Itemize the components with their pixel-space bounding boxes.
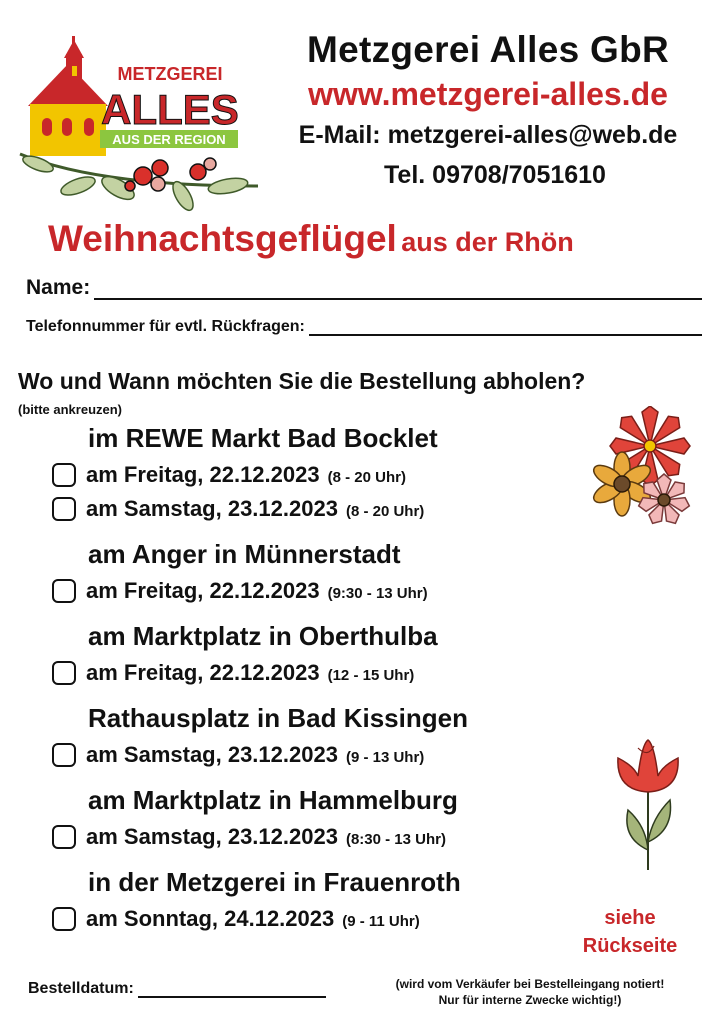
svg-text:METZGEREI: METZGEREI: [117, 64, 223, 84]
pickup-option: [52, 492, 572, 526]
option-time: (8:30 - 13 Uhr): [345, 830, 446, 848]
checkbox[interactable]: [52, 907, 76, 931]
name-field-row: [26, 276, 702, 300]
checkbox[interactable]: [52, 579, 76, 603]
pickup-question: Wo und Wann möchten Sie die Bestellung abholen?: [18, 368, 586, 394]
page-title: [48, 218, 574, 260]
location-name: am Marktplatz in Oberthulba: [88, 621, 438, 651]
option-time: (8 - 20 Uhr): [345, 502, 425, 520]
pickup-locations: [52, 418, 572, 944]
phone-label: Telefonnummer für evtl. Rückfragen:: [26, 318, 305, 335]
tulip-icon: [608, 738, 688, 874]
pickup-option: [52, 656, 572, 690]
location-oberthulba: [52, 616, 572, 690]
option-time: (9 - 13 Uhr): [345, 748, 425, 766]
option-date: am Samstag, 23.12.2023: [86, 824, 338, 849]
note-line2: Nur für interne Zwecke wichtig!): [438, 993, 622, 1007]
option-time: (9 - 11 Uhr): [342, 912, 420, 930]
checkbox[interactable]: [52, 661, 76, 685]
pickup-option: [52, 574, 572, 608]
location-name: in der Metzgerei in Frauenroth: [88, 867, 461, 897]
checkbox[interactable]: [52, 743, 76, 767]
svg-text:AUS DER REGION: AUS DER REGION: [112, 132, 226, 147]
church-logo-icon: [18, 36, 268, 226]
metzgerei-alles-logo: [18, 36, 268, 226]
pickup-hint: (bitte ankreuzen): [18, 402, 123, 417]
location-hammelburg: [52, 780, 572, 854]
phone-field[interactable]: [309, 320, 702, 336]
option-date: am Freitag, 22.12.2023: [86, 660, 320, 685]
pickup-option: [52, 902, 572, 936]
location-bad-kissingen: [52, 698, 572, 772]
option-date: am Freitag, 22.12.2023: [86, 578, 320, 603]
location-name: am Marktplatz in Hammelburg: [88, 785, 458, 815]
pickup-option: [52, 820, 572, 854]
order-date-row: [28, 980, 326, 998]
header: [268, 28, 708, 192]
option-time: (9:30 - 13 Uhr): [327, 584, 428, 602]
name-label: Name:: [26, 276, 91, 299]
order-date-label: Bestelldatum:: [28, 980, 134, 997]
location-name: im REWE Markt Bad Bocklet: [88, 423, 438, 453]
phone-number: Tel. 09708/7051610: [384, 161, 606, 189]
location-muennerstadt: [52, 534, 572, 608]
option-time: (12 - 15 Uhr): [327, 666, 415, 684]
location-frauenroth: [52, 862, 572, 936]
option-date: am Freitag, 22.12.2023: [86, 462, 320, 487]
website: www.metzgerei-alles.de: [308, 76, 668, 112]
location-name: am Anger in Münnerstadt: [88, 539, 401, 569]
title-main: Weihnachtsgeflügel: [48, 218, 397, 259]
pickup-option: [52, 458, 572, 492]
location-name: Rathausplatz in Bad Kissingen: [88, 703, 468, 733]
company-name: Metzgerei Alles GbR: [306, 29, 670, 70]
checkbox[interactable]: [52, 497, 76, 521]
option-date: am Sonntag, 24.12.2023: [86, 906, 335, 931]
option-date: am Samstag, 23.12.2023: [86, 496, 338, 521]
title-sub: aus der Rhön: [401, 227, 574, 257]
name-field[interactable]: [94, 280, 702, 300]
checkbox[interactable]: [52, 463, 76, 487]
email: E-Mail: metzgerei-alles@web.de: [298, 121, 678, 149]
note-line1: (wird vom Verkäufer bei Bestelleingang notiert!: [395, 977, 665, 991]
flower-bouquet-icon: [588, 406, 706, 530]
svg-text:ALLES: ALLES: [101, 86, 239, 133]
see-back-note: [570, 904, 690, 960]
option-date: am Samstag, 23.12.2023: [86, 742, 338, 767]
checkbox[interactable]: [52, 825, 76, 849]
see-back-line1: siehe: [604, 907, 656, 929]
pickup-option: [52, 738, 572, 772]
order-date-field[interactable]: [138, 984, 326, 998]
phone-field-row: [26, 318, 702, 336]
see-back-line2: Rückseite: [582, 935, 678, 957]
option-time: (8 - 20 Uhr): [327, 468, 406, 486]
internal-note: [360, 976, 700, 1008]
location-bad-bocklet: [52, 418, 572, 526]
